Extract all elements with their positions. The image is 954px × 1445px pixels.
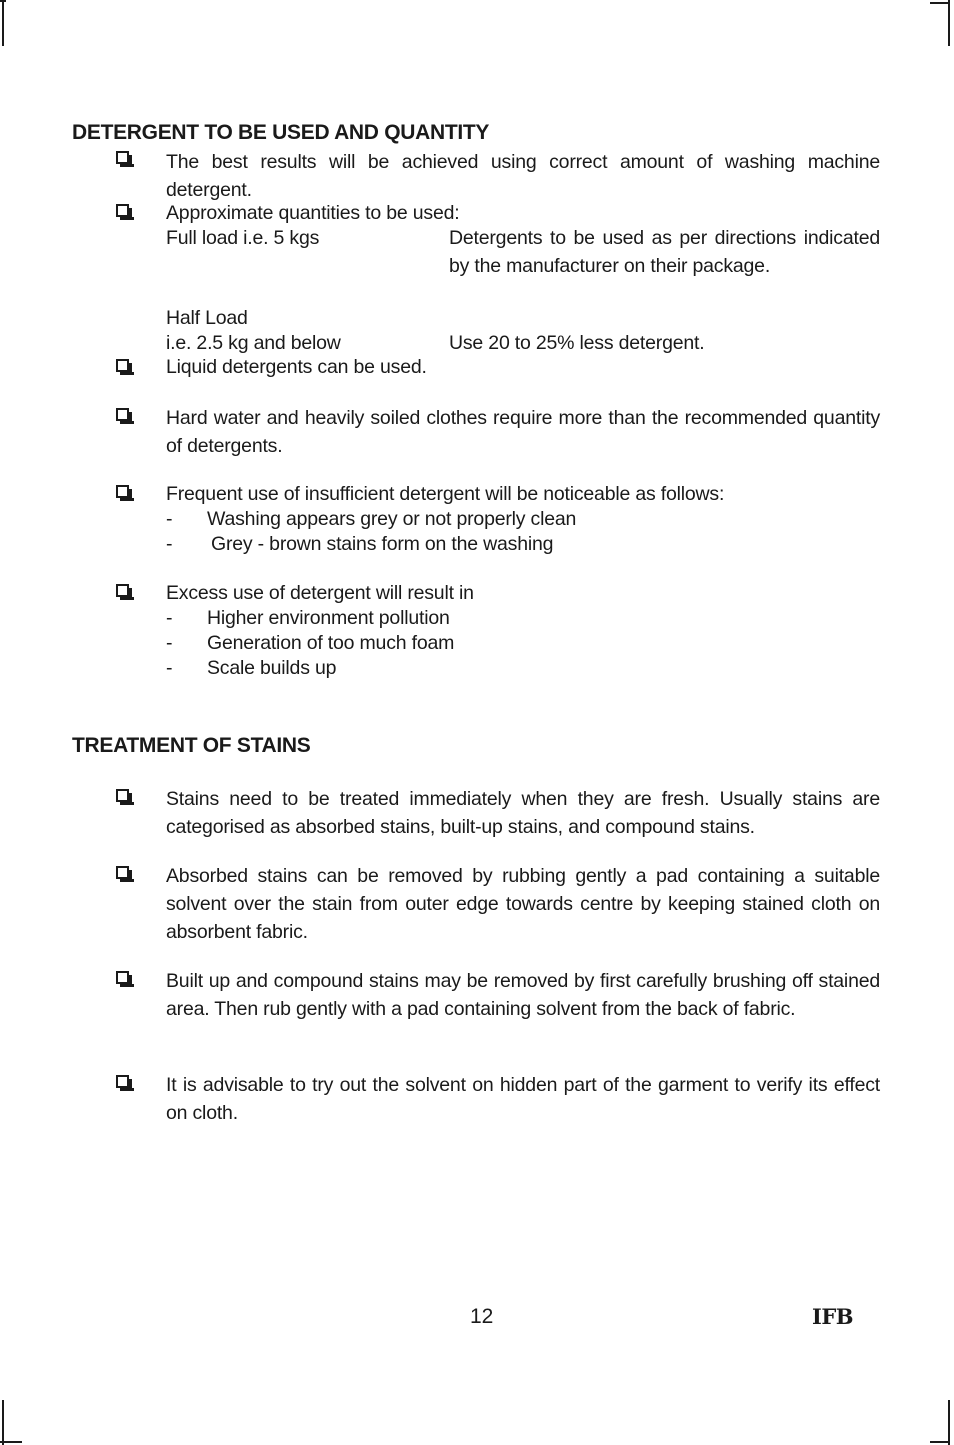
brand-logo: IFB	[812, 1304, 853, 1329]
section-heading-stains: TREATMENT OF STAINS	[72, 734, 311, 757]
bullet-text-stains-fresh: Stains need to be treated immediately when they are fresh. Usually stains are categorised as absorbed stains, built-up stains, and compound stains.	[166, 788, 880, 838]
dash-marker: -	[166, 508, 173, 530]
crop-mark-top-left-h	[0, 0, 6, 2]
bullet-text-absorbed-stains: Absorbed stains can be removed by rubbing gently a pad containing a suitable solvent over the stain from outer edge towards centre by keeping stained cloth on absorbent fabric.	[166, 865, 880, 943]
bullet-text-try-solvent: It is advisable to try out the solvent on hidden part of the garment to verify its effect on cloth.	[166, 1074, 880, 1124]
checkbox-bullet-icon	[116, 971, 129, 984]
bullet-text-approx-quantities: Approximate quantities to be used:	[166, 202, 460, 224]
crop-mark-bottom-right-v	[948, 1400, 950, 1445]
checkbox-bullet-icon	[116, 1075, 129, 1088]
dash-marker: -	[166, 533, 173, 555]
checkbox-bullet-icon	[116, 408, 129, 421]
half-load-label: Half Load	[166, 307, 248, 329]
sub-item-grey-washing: Washing appears grey or not properly clean	[207, 508, 577, 530]
sub-item-brown-stains: Grey - brown stains form on the washing	[211, 533, 554, 555]
crop-mark-bottom-left-v	[2, 1400, 4, 1445]
checkbox-bullet-icon	[116, 789, 129, 802]
checkbox-bullet-icon	[116, 359, 129, 372]
crop-mark-bottom-right-h	[930, 1441, 950, 1443]
half-load-sub-label: i.e. 2.5 kg and below	[166, 332, 341, 354]
checkbox-bullet-icon	[116, 151, 129, 164]
checkbox-bullet-icon	[116, 204, 129, 217]
bullet-text-frequent-use: Frequent use of insufficient detergent will be noticeable as follows:	[166, 483, 725, 505]
crop-mark-top-right-h	[930, 2, 950, 4]
bullet-text-excess-use: Excess use of detergent will result in	[166, 582, 474, 604]
full-load-text: Detergents to be used as per directions indicated by the manufacturer on their package.	[449, 227, 880, 277]
bullet-text-built-up-stains: Built up and compound stains may be removed by first carefully brushing off stained area. Then rub gently with a pad containing solvent from the back of fabric.	[166, 970, 880, 1020]
dash-marker: -	[166, 632, 173, 654]
bullet-text-hard-water: Hard water and heavily soiled clothes require more than the recommended quantity of detergents.	[166, 407, 880, 457]
page-number: 12	[470, 1305, 494, 1328]
dash-marker: -	[166, 657, 173, 679]
crop-mark-bottom-left-h	[0, 1441, 22, 1443]
full-load-label: Full load i.e. 5 kgs	[166, 227, 320, 249]
crop-mark-top-right-v	[948, 0, 950, 46]
bullet-text-best-results: The best results will be achieved using correct amount of washing machine detergent.	[166, 151, 880, 201]
sub-item-pollution: Higher environment pollution	[207, 607, 450, 629]
crop-mark-top-left-v	[2, 0, 4, 46]
checkbox-bullet-icon	[116, 584, 129, 597]
half-load-text: Use 20 to 25% less detergent.	[449, 332, 705, 354]
checkbox-bullet-icon	[116, 866, 129, 879]
sub-item-foam: Generation of too much foam	[207, 632, 455, 654]
section-heading-detergent: DETERGENT TO BE USED AND QUANTITY	[72, 121, 490, 144]
dash-marker: -	[166, 607, 173, 629]
bullet-text-liquid-detergents: Liquid detergents can be used.	[166, 356, 427, 378]
sub-item-scale: Scale builds up	[207, 657, 337, 679]
checkbox-bullet-icon	[116, 485, 129, 498]
